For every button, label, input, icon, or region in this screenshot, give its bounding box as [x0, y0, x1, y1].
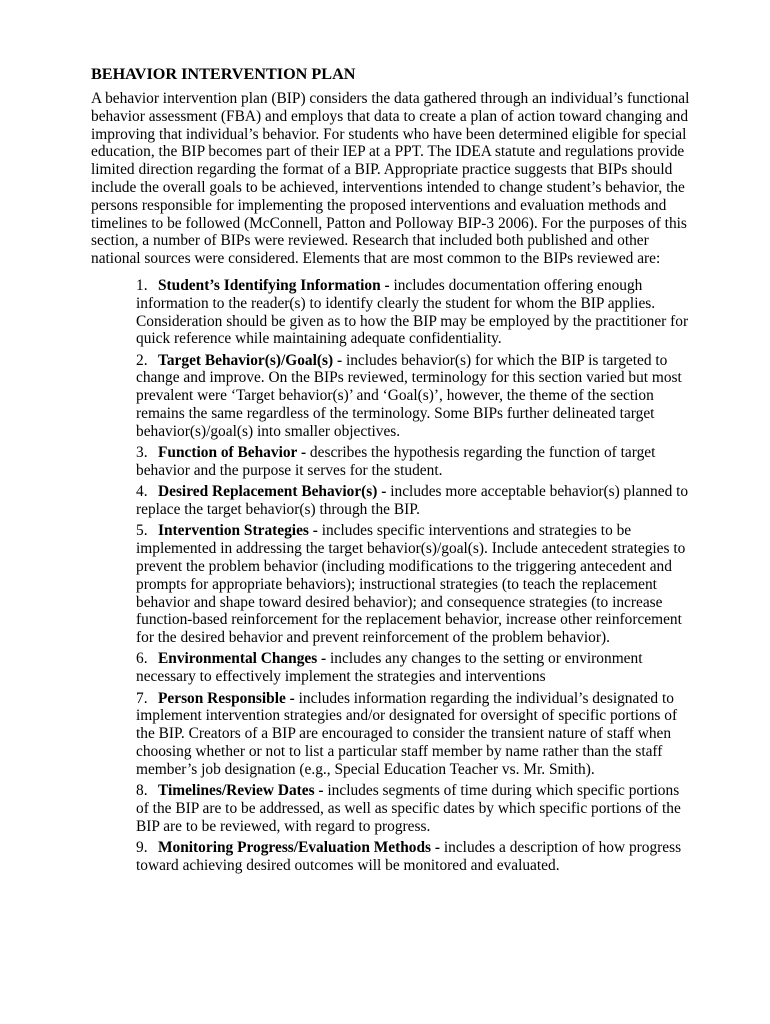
intro-line: improving that individual’s behavior. For students who have been determined eligible for special	[91, 125, 687, 143]
intro-paragraph	[91, 90, 691, 268]
list-item	[136, 444, 696, 480]
item-number: 8.	[136, 782, 148, 800]
list-item	[136, 839, 696, 875]
intro-line: behavior assessment (FBA) and employs that data to create a plan of action toward changing and	[91, 107, 689, 125]
item-number: 4.	[136, 483, 148, 501]
intro-line: persons responsible for implementing the proposed interventions and evaluation methods and	[91, 196, 667, 214]
item-line: the BIP. Creators of a BIP are encouraged to consider the transient nature of staff when	[136, 725, 672, 743]
intro-line: national sources were considered. Elements that are most common to the BIPs reviewed are:	[91, 250, 661, 268]
item-term: Intervention Strategies -	[158, 522, 318, 540]
item-line: information to the reader(s) to identify clearly the student for whom the BIP applies.	[136, 294, 656, 312]
item-line: behavior(s)/goal(s) into smaller objectives.	[136, 422, 401, 440]
list-item	[136, 352, 696, 441]
item-number: 3.	[136, 444, 148, 462]
item-number: 1.	[136, 277, 148, 294]
list-item	[136, 522, 696, 647]
item-term: Desired Replacement Behavior(s) -	[158, 483, 387, 501]
item-text: includes behavior(s) for which the BIP is targeted to	[342, 351, 668, 369]
item-text: includes specific interventions and strategies to be	[317, 522, 632, 540]
list-item	[136, 483, 696, 519]
item-text: includes more acceptable behavior(s) planned to	[386, 483, 689, 501]
intro-line: section, a number of BIPs were reviewed. Research that included both published and other	[91, 232, 649, 250]
item-line: Consideration should be given as to how the BIP may be employed by the practitioner for	[136, 312, 689, 330]
item-line: toward achieving desired outcomes will be monitored and evaluated.	[136, 856, 560, 874]
item-line: prevent the problem behavior (including modifications to the triggering antecedent and	[136, 557, 672, 575]
intro-line: timelines to be followed (McConnell, Patton and Polloway BIP-3 2006). For the purposes of this	[91, 214, 687, 232]
item-term: Student’s Identifying Information -	[158, 277, 390, 294]
item-line: replace the target behavior(s) through the BIP.	[136, 501, 420, 519]
list-item	[136, 782, 696, 835]
item-line: function-based reinforcement for the replacement behavior, increase other reinforcement	[136, 611, 682, 629]
list-item	[136, 650, 696, 686]
item-line: implement intervention strategies and/or designated for oversight of specific portions of	[136, 707, 678, 725]
item-line: change and improve. On the BIPs reviewed, terminology for this section varied but most	[136, 369, 682, 387]
document-title: BEHAVIOR INTERVENTION PLAN	[91, 65, 356, 83]
item-text: includes segments of time during which specific portions	[323, 782, 680, 800]
item-line: prevalent were ‘Target behavior(s)’ and ‘Goal(s)’, however, the theme of the section	[136, 387, 654, 405]
list-item	[136, 690, 696, 779]
item-term: Environmental Changes -	[158, 650, 327, 668]
list-item	[136, 277, 696, 348]
item-line: choosing whether or not to list a particular staff member by name rather than the staff	[136, 742, 663, 760]
item-line: behavior and the purpose it serves for the student.	[136, 461, 443, 479]
intro-line: education, the BIP becomes part of their IEP at a PPT. The IDEA statute and regulations provide	[91, 143, 685, 161]
item-line: necessary to effectively implement the strategies and interventions	[136, 668, 546, 686]
item-line: behavior and shape toward desired behavior); and consequence strategies (to increase	[136, 593, 663, 611]
item-line: prompts for appropriate behaviors); instructional strategies (to teach the replacement	[136, 575, 657, 593]
item-term: Person Responsible -	[158, 689, 295, 707]
element-list	[136, 277, 696, 878]
item-text: includes information regarding the individual’s designated to	[294, 689, 674, 707]
item-number: 5.	[136, 522, 148, 540]
item-line: BIP are to be reviewed, with regard to progress.	[136, 817, 431, 835]
item-line: remains the same regardless of the terminology. Some BIPs further delineated target	[136, 405, 655, 423]
item-text: includes a description of how progress	[440, 838, 682, 856]
item-line: for the desired behavior and prevent reinforcement of the problem behavior).	[136, 629, 610, 647]
intro-line: limited direction regarding the format of a BIP. Appropriate practice suggests that BIPs should	[91, 161, 673, 179]
item-number: 7.	[136, 689, 148, 707]
item-text: includes documentation offering enough	[389, 277, 643, 294]
item-line: implemented in addressing the target behavior(s)/goal(s). Include antecedent strategies to	[136, 540, 686, 558]
item-number: 2.	[136, 351, 148, 369]
item-number: 6.	[136, 650, 148, 668]
item-text: includes any changes to the setting or environment	[326, 650, 643, 668]
item-number: 9.	[136, 838, 148, 856]
item-line: of the BIP are to be addressed, as well as specific dates by which specific portions of the	[136, 799, 681, 817]
intro-line: include the overall goals to be achieved, interventions intended to change student’s behavior, the	[91, 178, 685, 196]
item-term: Target Behavior(s)/Goal(s) -	[158, 351, 343, 369]
item-term: Monitoring Progress/Evaluation Methods -	[158, 838, 441, 856]
item-line: quick reference while maintaining adequate confidentiality.	[136, 330, 502, 348]
item-term: Timelines/Review Dates -	[158, 782, 324, 800]
intro-line: A behavior intervention plan (BIP) considers the data gathered through an individual’s functional	[91, 90, 690, 107]
item-term: Function of Behavior -	[158, 444, 307, 462]
item-line: member’s job designation (e.g., Special Education Teacher vs. Mr. Smith).	[136, 760, 595, 778]
item-text: describes the hypothesis regarding the function of target	[306, 444, 656, 462]
